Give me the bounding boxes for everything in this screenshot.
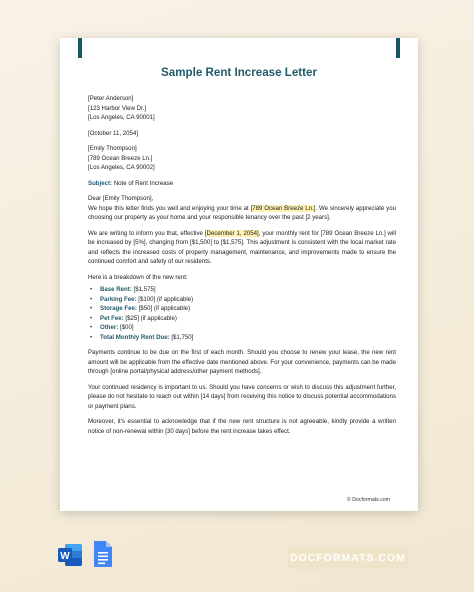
- copyright-icon: ©: [346, 497, 351, 503]
- subject-text: Note of Rent Increase: [113, 179, 174, 187]
- paragraph-4: Your continued residency is important to us. Should you have concerns or wish to discuss this adjustment further, please do not hesitate to reach out within [14 days] from receiving this notice to discuss potential accommodations or payment plans.: [88, 383, 396, 410]
- letter-date: [October 11, 2054]: [88, 129, 139, 137]
- list-item: • Parking Fee: [$100] (if applicable): [88, 295, 396, 305]
- list-item: • Other: [$00]: [88, 323, 396, 333]
- letter-title: Sample Rent Increase Letter: [161, 66, 317, 79]
- accent-bar-left: [78, 38, 82, 58]
- paragraph-3: Payments continue to be due on the first of each month. Should you choose to renew your lease, the new rent amount will be applicable from the effective date mentioned above. For your convenience, payments can be made through [online portal/physical address/other payment methods].: [88, 349, 396, 375]
- salutation: Dear [Emily Thompson],: [88, 195, 154, 202]
- sender-address-line1: [123 Harbor View Dr.]: [88, 104, 147, 112]
- google-docs-icon[interactable]: [93, 540, 113, 568]
- svg-text:W: W: [60, 551, 70, 562]
- accent-bar-right: [396, 38, 400, 58]
- paragraph-1: We hope this letter finds you well and enjoying your time at [789 Ocean Breeze Ln.]. We sincerely appreciate you choosing our property as your home and your responsible tenancy over the past [2 years].: [88, 204, 396, 221]
- list-item: • Total Monthly Rent Due: [$1,750]: [88, 333, 396, 343]
- sender-address-line2: [Los Angeles, CA 90001]: [88, 114, 155, 121]
- subject-label: Subject:: [88, 179, 113, 187]
- list-item: • Storage Fee: [$50] (if applicable): [88, 304, 396, 314]
- recipient-address-line1: [789 Ocean Breeze Ln.]: [88, 154, 153, 162]
- letter-document: [60, 38, 418, 511]
- paragraph-5: Moreover, it's essential to acknowledge that if the new rent structure is not agreeable, kindly provide a written notice of non-renewal within [30 days] before the rent increase takes effect.: [88, 418, 396, 435]
- letter-body: [88, 94, 396, 436]
- brand-badge[interactable]: DOCFORMATS.COM: [288, 547, 408, 569]
- breakdown-intro: Here is a breakdown of the new rent:: [88, 273, 188, 281]
- highlighted-address: [789 Ocean Breeze Ln.]: [250, 204, 316, 212]
- paragraph-2: We are writing to inform you that, effective [December 1, 2054], your monthly rent for [789 Ocean Breeze Ln.] will be increased by [5%], changing from [$1,500] to [$1,575]. This adjustment is consistent with the local market rate and reflects the increased costs of property management, maintenance, and improvements made to ensure the continued comfort and safety of our residents.: [88, 229, 397, 265]
- watermark-credit: © Docformats.com: [346, 497, 390, 503]
- list-item: • Base Rent: [$1,575]: [88, 285, 396, 295]
- rent-breakdown-list: [88, 285, 396, 342]
- microsoft-word-icon[interactable]: [57, 542, 83, 568]
- list-item: • Pet Fee: [$25] (if applicable): [88, 314, 396, 324]
- recipient-address-line2: [Los Angeles, CA 90002]: [88, 164, 155, 171]
- subject-line: [88, 179, 396, 189]
- highlighted-date: [December 1, 2054]: [204, 229, 259, 237]
- recipient-name: [Emily Thompson]: [88, 145, 137, 152]
- sender-name: [Peter Anderson]: [88, 95, 134, 102]
